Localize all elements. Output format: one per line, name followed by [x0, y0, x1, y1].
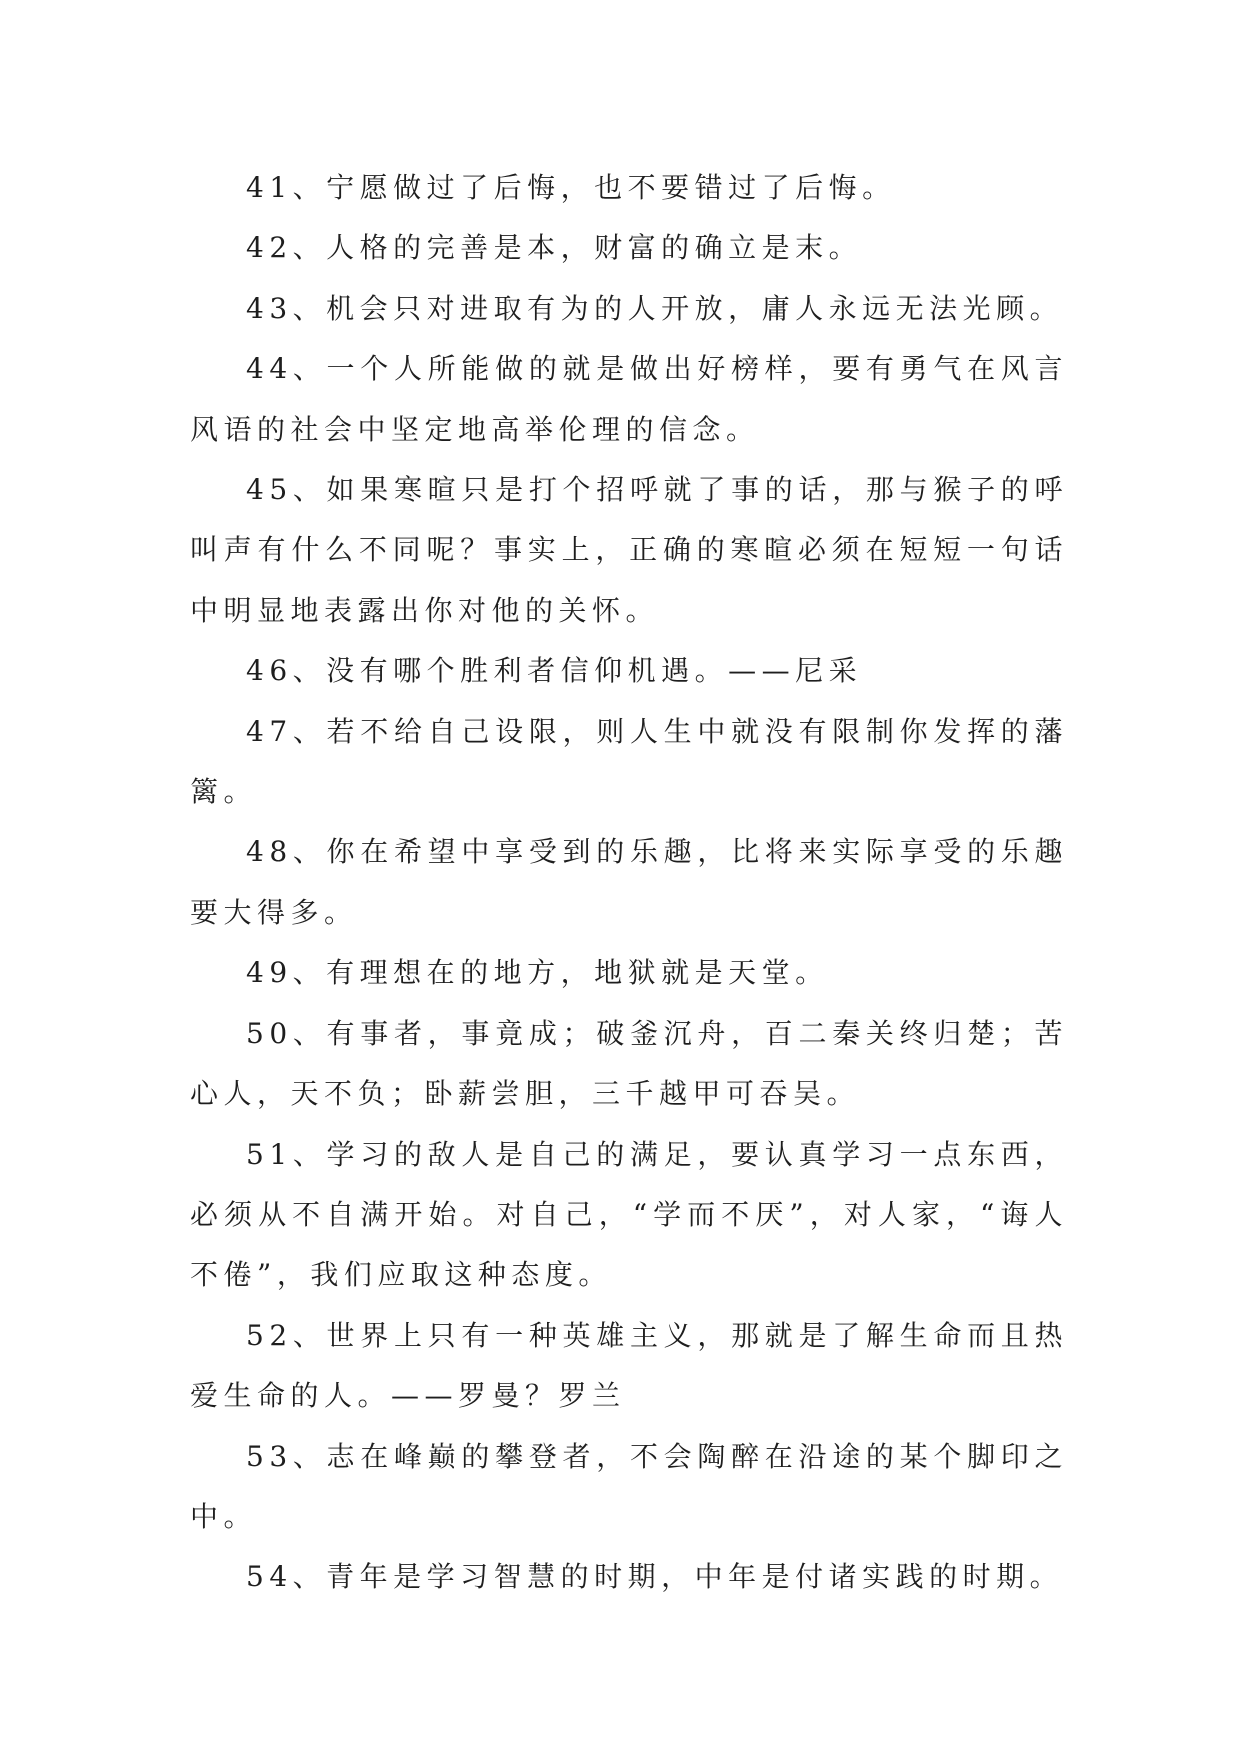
quote-51: 51、学习的敌人是自己的满足，要认真学习一点东西，必须从不自满开始。对自己，“学而不厌”，对人家，“诲人不倦”，我们应取这种态度。: [190, 1137, 1068, 1292]
quote-49: 49、有理想在的地方，地狱就是天堂。: [246, 956, 829, 990]
quote-45: 45、如果寒暄只是打个招呼就了事的话，那与猴子的呼叫声有什么不同呢？事实上，正确的寒暄必须在短短一句话中明显地表露出你对他的关怀。: [190, 473, 1068, 627]
quote-42: 42、人格的完善是本，财富的确立是末。: [246, 231, 863, 265]
quote-41: 41、宁愿做过了后悔，也不要错过了后悔。: [246, 171, 896, 204]
quote-list: [190, 158, 1068, 1608]
quote-44: 44、一个人所能做的就是做出好榜样，要有勇气在风言风语的社会中坚定地高举伦理的信念。: [190, 352, 1068, 446]
quote-54: 54、青年是学习智慧的时期，中年是付诸实践的时期。: [246, 1560, 1064, 1594]
quote-47: 47、若不给自己设限，则人生中就没有限制你发挥的藩篱。: [190, 714, 1068, 809]
quote-52: 52、世界上只有一种英雄主义，那就是了解生命而且热爱生命的人。——罗曼？罗兰: [190, 1318, 1068, 1413]
quote-50: 50、有事者，事竟成；破釜沉舟，百二秦关终归楚；苦心人，天不负；卧薪尝胆，三千越甲可吞吴。: [190, 1016, 1068, 1111]
quote-48: 48、你在希望中享受到的乐趣，比将来实际享受的乐趣要大得多。: [190, 835, 1068, 929]
quote-53: 53、志在峰巅的攀登者，不会陶醉在沿途的某个脚印之中。: [190, 1439, 1068, 1533]
quote-46: 46、没有哪个胜利者信仰机遇。——尼采: [246, 654, 863, 688]
quote-43: 43、机会只对进取有为的人开放，庸人永远无法光顾。: [246, 291, 1064, 325]
